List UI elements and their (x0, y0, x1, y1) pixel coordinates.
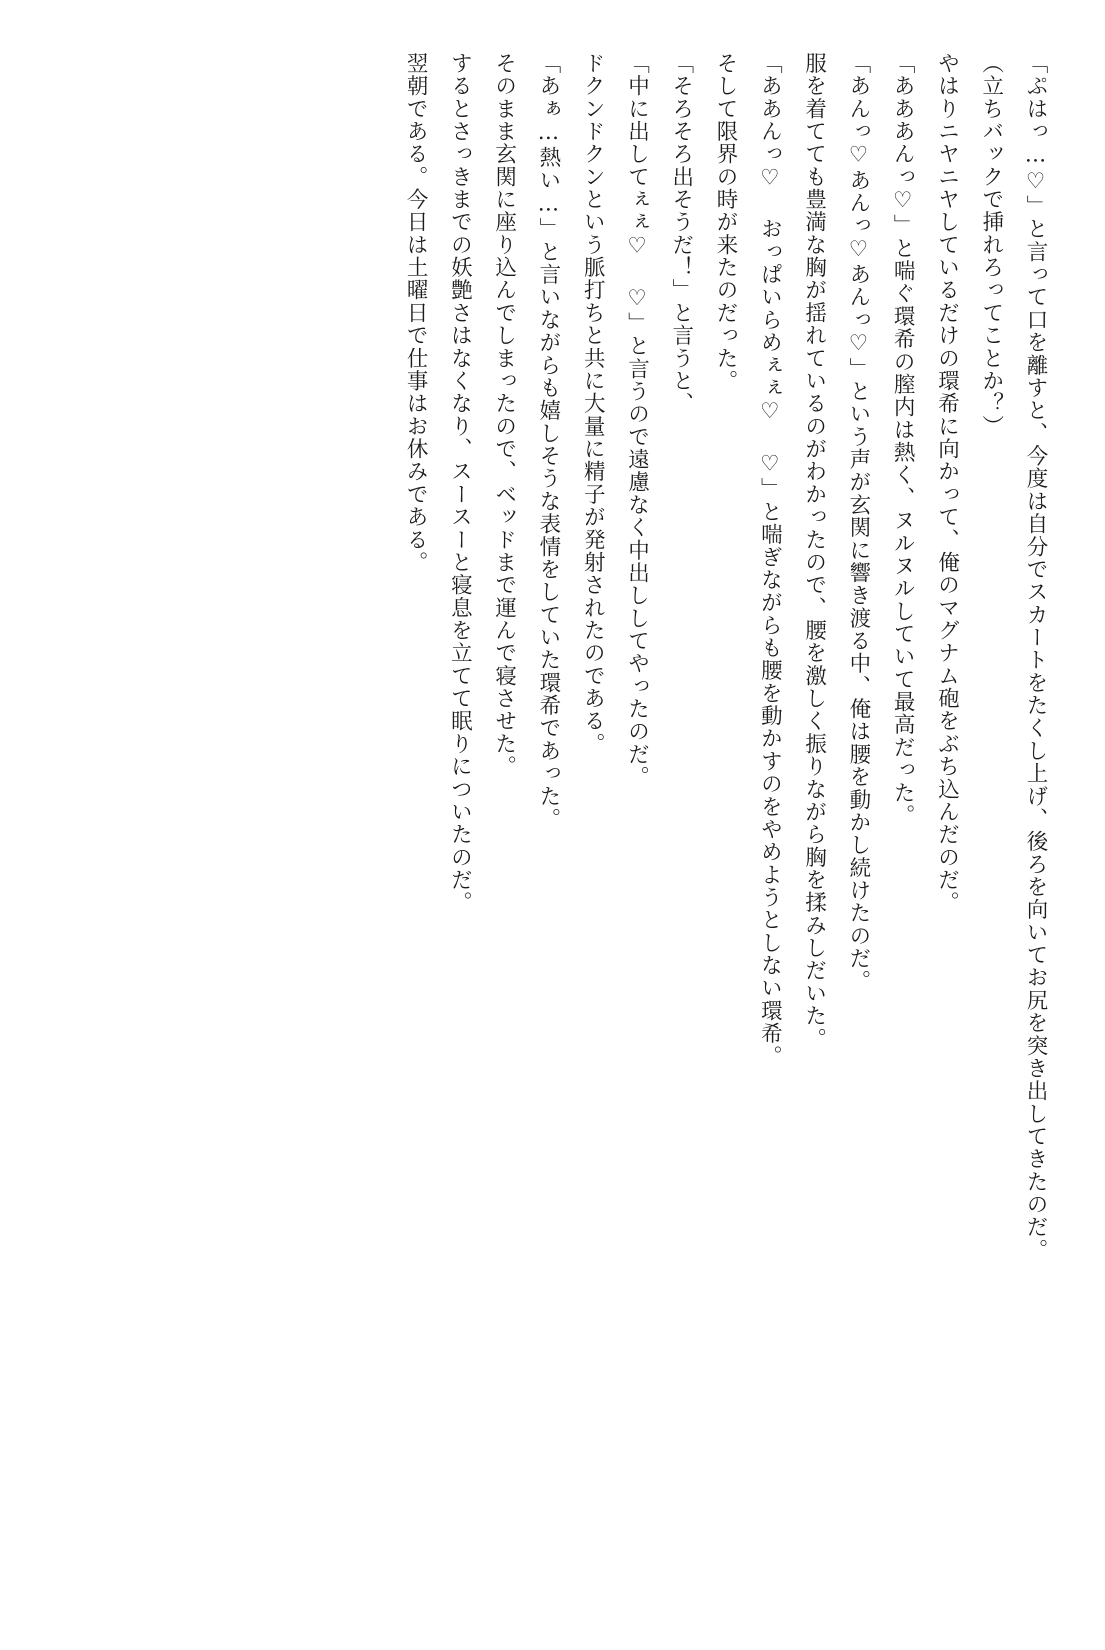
paragraph: 「ぷはっ…♡」と言って口を離すと、今度は自分でスカートをたくし上げ、後ろを向いてお尻を突き出してきたのだ。 (1023, 52, 1048, 1262)
paragraph: するとさっきまでの妖艶さはなくなり、スースーと寝息を立てて眠りについたのだ。 (447, 52, 473, 914)
paragraph: 服を着てても豊満な胸が揺れているのがわかったので、腰を激しく振りながら胸を揉みしだいた。 (801, 52, 827, 1051)
paragraph: 翌朝である。今日は土曜日で仕事はお休みである。 (403, 52, 429, 574)
paragraph: 「ああんっ♡ おっぱいらめぇぇ♡ ♡」と喘ぎながらも腰を動かすのをやめようとしない環希。 (757, 52, 783, 1068)
paragraph: そして限界の時が来たのだった。 (713, 52, 739, 393)
paragraph: そのまま玄関に座り込んでしまったので、ベッドまで運んで寝させた。 (491, 52, 517, 778)
vertical-body-text (48, 52, 1057, 1598)
paragraph: ドクンドクンという脈打ちと共に大量に精子が発射されたのである。 (580, 52, 606, 756)
paragraph: 「あぁ…熱い…」と言いながらも嬉しそうな表情をしていた環希であった。 (535, 52, 561, 831)
paragraph: 「あんっ♡あんっ♡あんっ♡」という声が玄関に響き渡る中、俺は腰を動かし続けたのだ。 (845, 52, 871, 993)
paragraph: 「中に出してぇぇ♡ ♡」と言うので遠慮なく中出ししてやったのだ。 (624, 52, 650, 789)
paragraph: （立ちバックで挿れろってことか？） (978, 52, 1004, 438)
paragraph: 「あああんっ♡」と喘ぐ環希の膣内は熱く、ヌルヌルしていて最高だった。 (890, 52, 916, 827)
paragraph: やはりニヤニヤしているだけの環希に向かって、俺のマグナム砲をぶち込んだのだ。 (934, 52, 960, 914)
paragraph: 「そろそろ出そうだ！」と言うと、 (668, 52, 694, 415)
